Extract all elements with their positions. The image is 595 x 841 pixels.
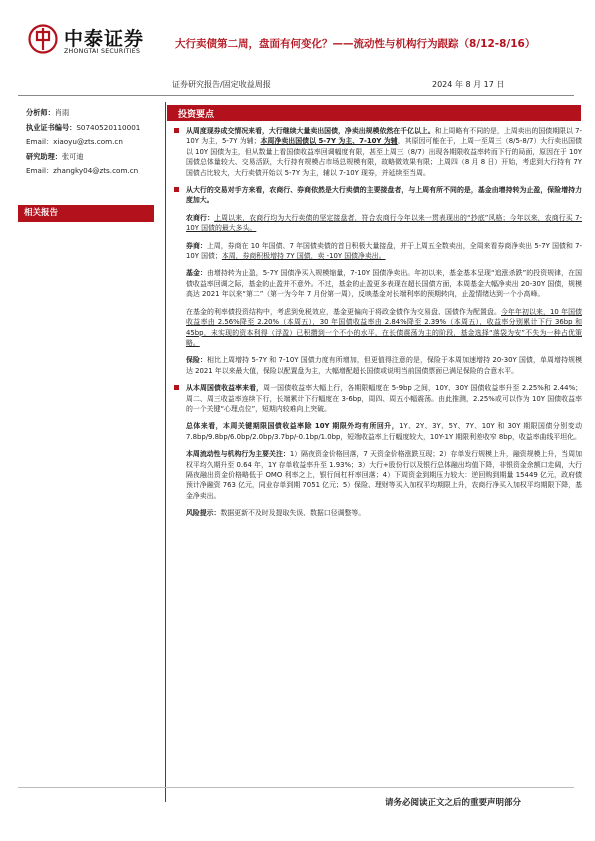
point-text: 和上周略有不同的是，上周卖出的国债期限以 7-10Y 为主，5-7Y 为辅； (186, 127, 582, 146)
footer-divider (18, 787, 574, 788)
sub-text: 1）隔夜资金价格回落，7 天资金价格涨跌互现；2）存单发行规模上升，融资规模上升，当周加权平均久期升至 0.64 年，1Y 存单收益率升至 1.93%；3）大行+股份行以及银行总体融出均值下降，非银资金余额口走阔，大行隔夜融出资金价格略低于 OMO 利率之上，银行间杠杆率回落；4）下周资金到期压力较大：逆回购到期量 15449 亿元，政府债预计净融资 763 亿元，同业存单到期 7051 亿元；5）保险、理财等买入加权平均期限上升，农商行净买入加权平均期限下降，基金净卖出。 (186, 450, 583, 500)
sub-label: 风险提示： (186, 509, 221, 518)
cert-label: 执业证书编号： (26, 122, 77, 132)
sub-text: 相比上周增持 5-7Y 和 7-10Y 国债力度有所增加，但更值得注意的是，保险于本周加速增持 20-30Y 国债，单周增持规模达 2021 年以来最大值，保险以配置盘为主，大幅增配超长国债或说明当前国债票面已满足保险的合意水平。 (186, 356, 582, 375)
report-date: 2024 年 8 月 17 日 (432, 80, 505, 89)
sub-label: 基金： (186, 269, 207, 278)
sub-funds-structure (172, 307, 582, 349)
report-title: 大行卖债第二周，盘面有何变化？——流动性与机构行为跟踪（8/12-8/16） (175, 38, 536, 50)
sub-brokers (172, 241, 582, 262)
logo-name-cn: 中泰证券 (64, 28, 145, 50)
sub-text: 在基金的利率债投资结构中，考虑到免税效应，基金更偏向于将政金债作为交易盘、国债作为配置盘。 (186, 307, 502, 316)
sub-label: 总体来看，本周关键期限国债收益率除 10Y 期限外均有所回升， (186, 422, 400, 431)
sub-insurance (172, 355, 582, 376)
company-logo (28, 22, 162, 58)
sub-funds (172, 268, 582, 299)
point-heading: 从周度现券成交情况来看，大行继续大量卖出国债，净卖出规模依然在千亿以上。 (186, 127, 435, 135)
sub-highlight: 今年年初以来，10 年国债收益率由 2.56%降至 2.20%（本周五），30 年国债收益率由 2.84%降至 2.39%（本周五），收益率分别累计下行 36bp 和 45bp，未实现的资本利得（浮盈）已积攒到一个不小的水平，在长债震荡为主的阶段，基金选择“落袋为安”不失为一种占优策略。 (186, 307, 582, 347)
analyst-name: 肖雨 (54, 108, 70, 117)
sub-text: 数据更新不及时及提取失误、数据口径调整等。 (220, 509, 366, 518)
point-trading-overview (172, 126, 582, 178)
point-heading: 从本周国债收益率来看， (186, 384, 264, 393)
assistant-name: 张可迪 (61, 151, 84, 161)
sub-overall (172, 421, 582, 442)
section-title: 投资要点 (178, 110, 215, 120)
sub-label: 券商： (186, 241, 207, 250)
report-type: 证券研究报告/固定收益周报 (172, 80, 271, 89)
analyst-row (26, 106, 154, 121)
sub-label: 本周流动性与机构行为主要关注： (186, 450, 290, 459)
sub-label: 保险： (186, 356, 208, 365)
summary-body (172, 126, 582, 526)
analyst-info (26, 106, 154, 179)
sub-rural-banks (172, 213, 582, 234)
sub-liquidity (172, 449, 582, 501)
point-yields (172, 383, 582, 414)
sub-text: 上周，券商在 10 年国债、7 年国债卖债的首日积极大量接盘，并于上周五全数卖出，全周来看券商净卖出 5-7Y 国债和 7-10Y 国债； (186, 241, 583, 261)
point-highlight: 本周净卖出国债以 5-7Y 为主、7-10Y 为辅 (260, 137, 398, 146)
point-counterparties (172, 185, 582, 206)
bullet-icon (174, 187, 179, 192)
point-text: 周一国债收益率大幅上行，各期限幅度在 5-9bp 之间，10Y、30Y 国债收益率升至 2.25%和 2.44%；周二、周三收益率连续下行，长端累计下行幅度在 3-6bp，周四、周五小幅震荡。由此推测，2.25%或可以作为 10Y 国债收益率的一个关键“心理点位”，短期内较难向上突破。 (186, 384, 583, 413)
analyst-email[interactable]: Email：xiaoyu@zts.com.cn (26, 137, 123, 147)
disclaimer-footer: 请务必阅读正文之后的重要声明部分 (385, 798, 522, 808)
analyst-label: 分析师： (26, 108, 55, 117)
header-divider (18, 95, 574, 96)
cert-number: S0740520110001 (76, 122, 141, 132)
sub-risk (172, 508, 582, 518)
sub-text: 1Y、2Y、3Y、5Y、7Y、10Y 和 30Y 期限国债分别变动 7.8bp/9.8bp/6.0bp/2.0bp/3.7bp/-0.1bp/1.0bp，短端收益率上行幅度较大，10Y-1Y 期限利差收窄 8bp，收益率曲线平坦化。 (186, 422, 582, 441)
bullet-icon (174, 128, 179, 133)
sub-text: 由增持转为止盈，5-7Y 国债净买入规模缩量，7-10Y 国债净卖出。年初以来，基金基本呈现“追涨杀跌”的投资规律，在国债收益率回调之际，基金的止盈并不意外。不过，基金的止盈更多表现在超长国债方面，本周基金大幅净卖出 20-30Y 国债，规模高达 2021 年以来“第二”（第一为今年 7 月份第一周），反映基金对长端利率的预期转向，止盈情绪达到一个小高峰。 (186, 269, 583, 299)
bullet-icon (174, 385, 179, 390)
cert-row (26, 121, 154, 136)
logo-mark-icon (28, 24, 58, 54)
assistant-label: 研究助理： (26, 151, 62, 161)
point-heading: 从大行的交易对手方来看，农商行、券商依然是大行卖债的主要接盘者，与上周有所不同的是，基金由增持转为止盈，保险增持力度加大。 (186, 186, 582, 205)
column-divider (165, 102, 166, 802)
sub-highlight: 本周，券商积极增持 7Y 国债，卖 -10Y 国债净卖出。 (221, 252, 386, 261)
section-header (167, 105, 581, 121)
assistant-row (26, 150, 154, 165)
related-reports-header: 相关报告 (18, 205, 154, 222)
assistant-email[interactable]: Email：zhangky04@zts.com.cn (26, 166, 139, 176)
sub-text: 上周以来，农商行均为大行卖债的坚定接盘者，符合农商行今年以来一贯表现出的“抄底”风格；今年以来，农商行买 7-10Y 国债的最大多头。 (186, 213, 582, 233)
sub-label: 农商行： (186, 213, 215, 222)
logo-name-en: ZHONGTAI SECURITIES (64, 48, 141, 55)
point-text: ，其原因可能在于，上周一至周三（8/5-8/7）大行卖出国债以 10Y 国债为主，但从数量上看国债收益率回调幅度有限，甚至上周三（8/7）出现各期限收益率转而下行的局面，原因在于 10Y 国债总体量较大、交易活跃，大行持有规模占市场总规模有限，故略微效果有限；上周四（8 月 8 日）开始，考虑到大行持有 7Y 国债占比较大，大行卖债开始以 5-7Y 为主，辅以 7-10Y 现券，并延续至当周。 (186, 137, 582, 177)
